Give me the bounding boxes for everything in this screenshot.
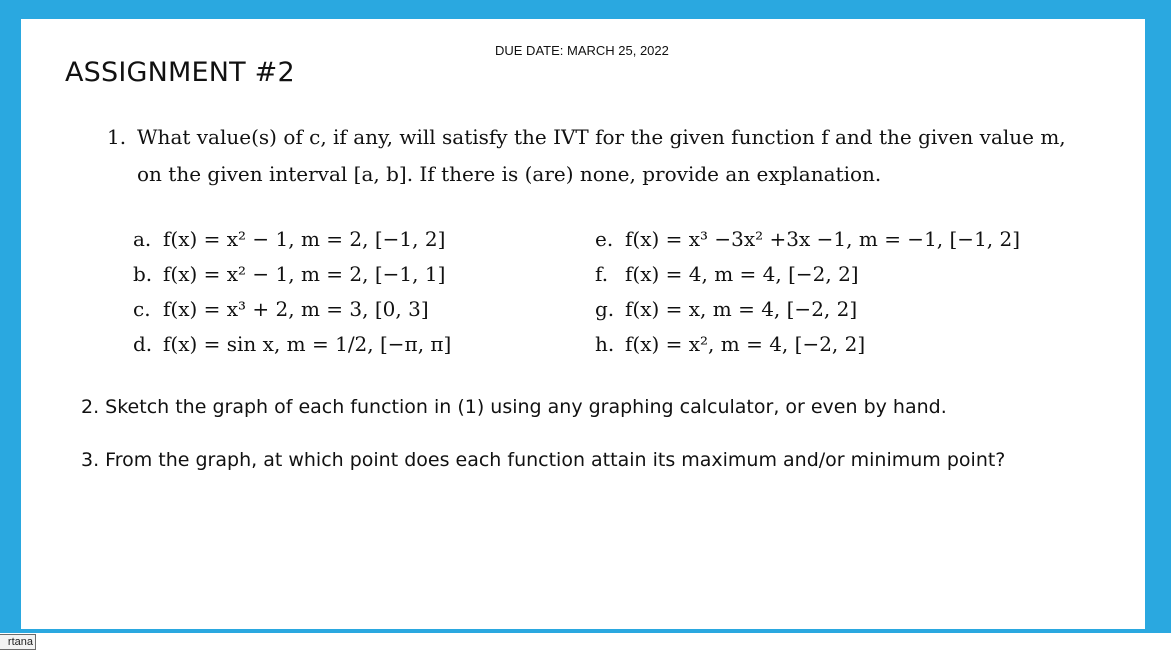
question-3: 3. From the graph, at which point does each function attain its maximum and/or minimum point? bbox=[81, 449, 1006, 471]
due-date: DUE DATE: MARCH 25, 2022 bbox=[495, 43, 669, 58]
item-label: c. bbox=[133, 297, 151, 321]
items-right-column bbox=[595, 222, 1020, 362]
item-label: g. bbox=[595, 297, 615, 321]
item-label: a. bbox=[133, 227, 152, 251]
list-item bbox=[595, 222, 1020, 257]
slide-page bbox=[21, 19, 1145, 629]
list-item bbox=[595, 257, 1020, 292]
question-1-text: What value(s) of c, if any, will satisfy the IVT for the given function f and the given value m, on the given interval [a, b]. If there is (are) none, provide an explanation. bbox=[137, 125, 1066, 186]
item-label: f. bbox=[595, 262, 609, 286]
item-expression: f(x) = 4, m = 4, [−2, 2] bbox=[625, 262, 859, 286]
item-expression: f(x) = x, m = 4, [−2, 2] bbox=[625, 297, 858, 321]
list-item bbox=[133, 257, 451, 292]
list-item bbox=[133, 222, 451, 257]
question-2: 2. Sketch the graph of each function in (1) using any graphing calculator, or even by hand. bbox=[81, 396, 947, 418]
question-1-number: 1. bbox=[107, 125, 127, 149]
cortana-button[interactable]: rtana bbox=[0, 634, 36, 650]
item-expression: f(x) = x², m = 4, [−2, 2] bbox=[625, 332, 866, 356]
question-1 bbox=[107, 119, 1087, 193]
items-left-column bbox=[133, 222, 451, 362]
list-item bbox=[133, 327, 451, 362]
item-expression: f(x) = x³ −3x² +3x −1, m = −1, [−1, 2] bbox=[625, 227, 1021, 251]
item-expression: f(x) = x² − 1, m = 2, [−1, 2] bbox=[163, 227, 446, 251]
item-label: h. bbox=[595, 332, 615, 356]
taskbar-strip bbox=[0, 633, 1171, 651]
item-expression: f(x) = x³ + 2, m = 3, [0, 3] bbox=[163, 297, 429, 321]
list-item bbox=[595, 327, 1020, 362]
item-label: d. bbox=[133, 332, 153, 356]
item-expression: f(x) = x² − 1, m = 2, [−1, 1] bbox=[163, 262, 446, 286]
list-item bbox=[595, 292, 1020, 327]
item-label: e. bbox=[595, 227, 614, 251]
item-expression: f(x) = sin x, m = 1/2, [−π, π] bbox=[163, 332, 452, 356]
assignment-title: ASSIGNMENT #2 bbox=[65, 57, 295, 88]
list-item bbox=[133, 292, 451, 327]
item-label: b. bbox=[133, 262, 153, 286]
